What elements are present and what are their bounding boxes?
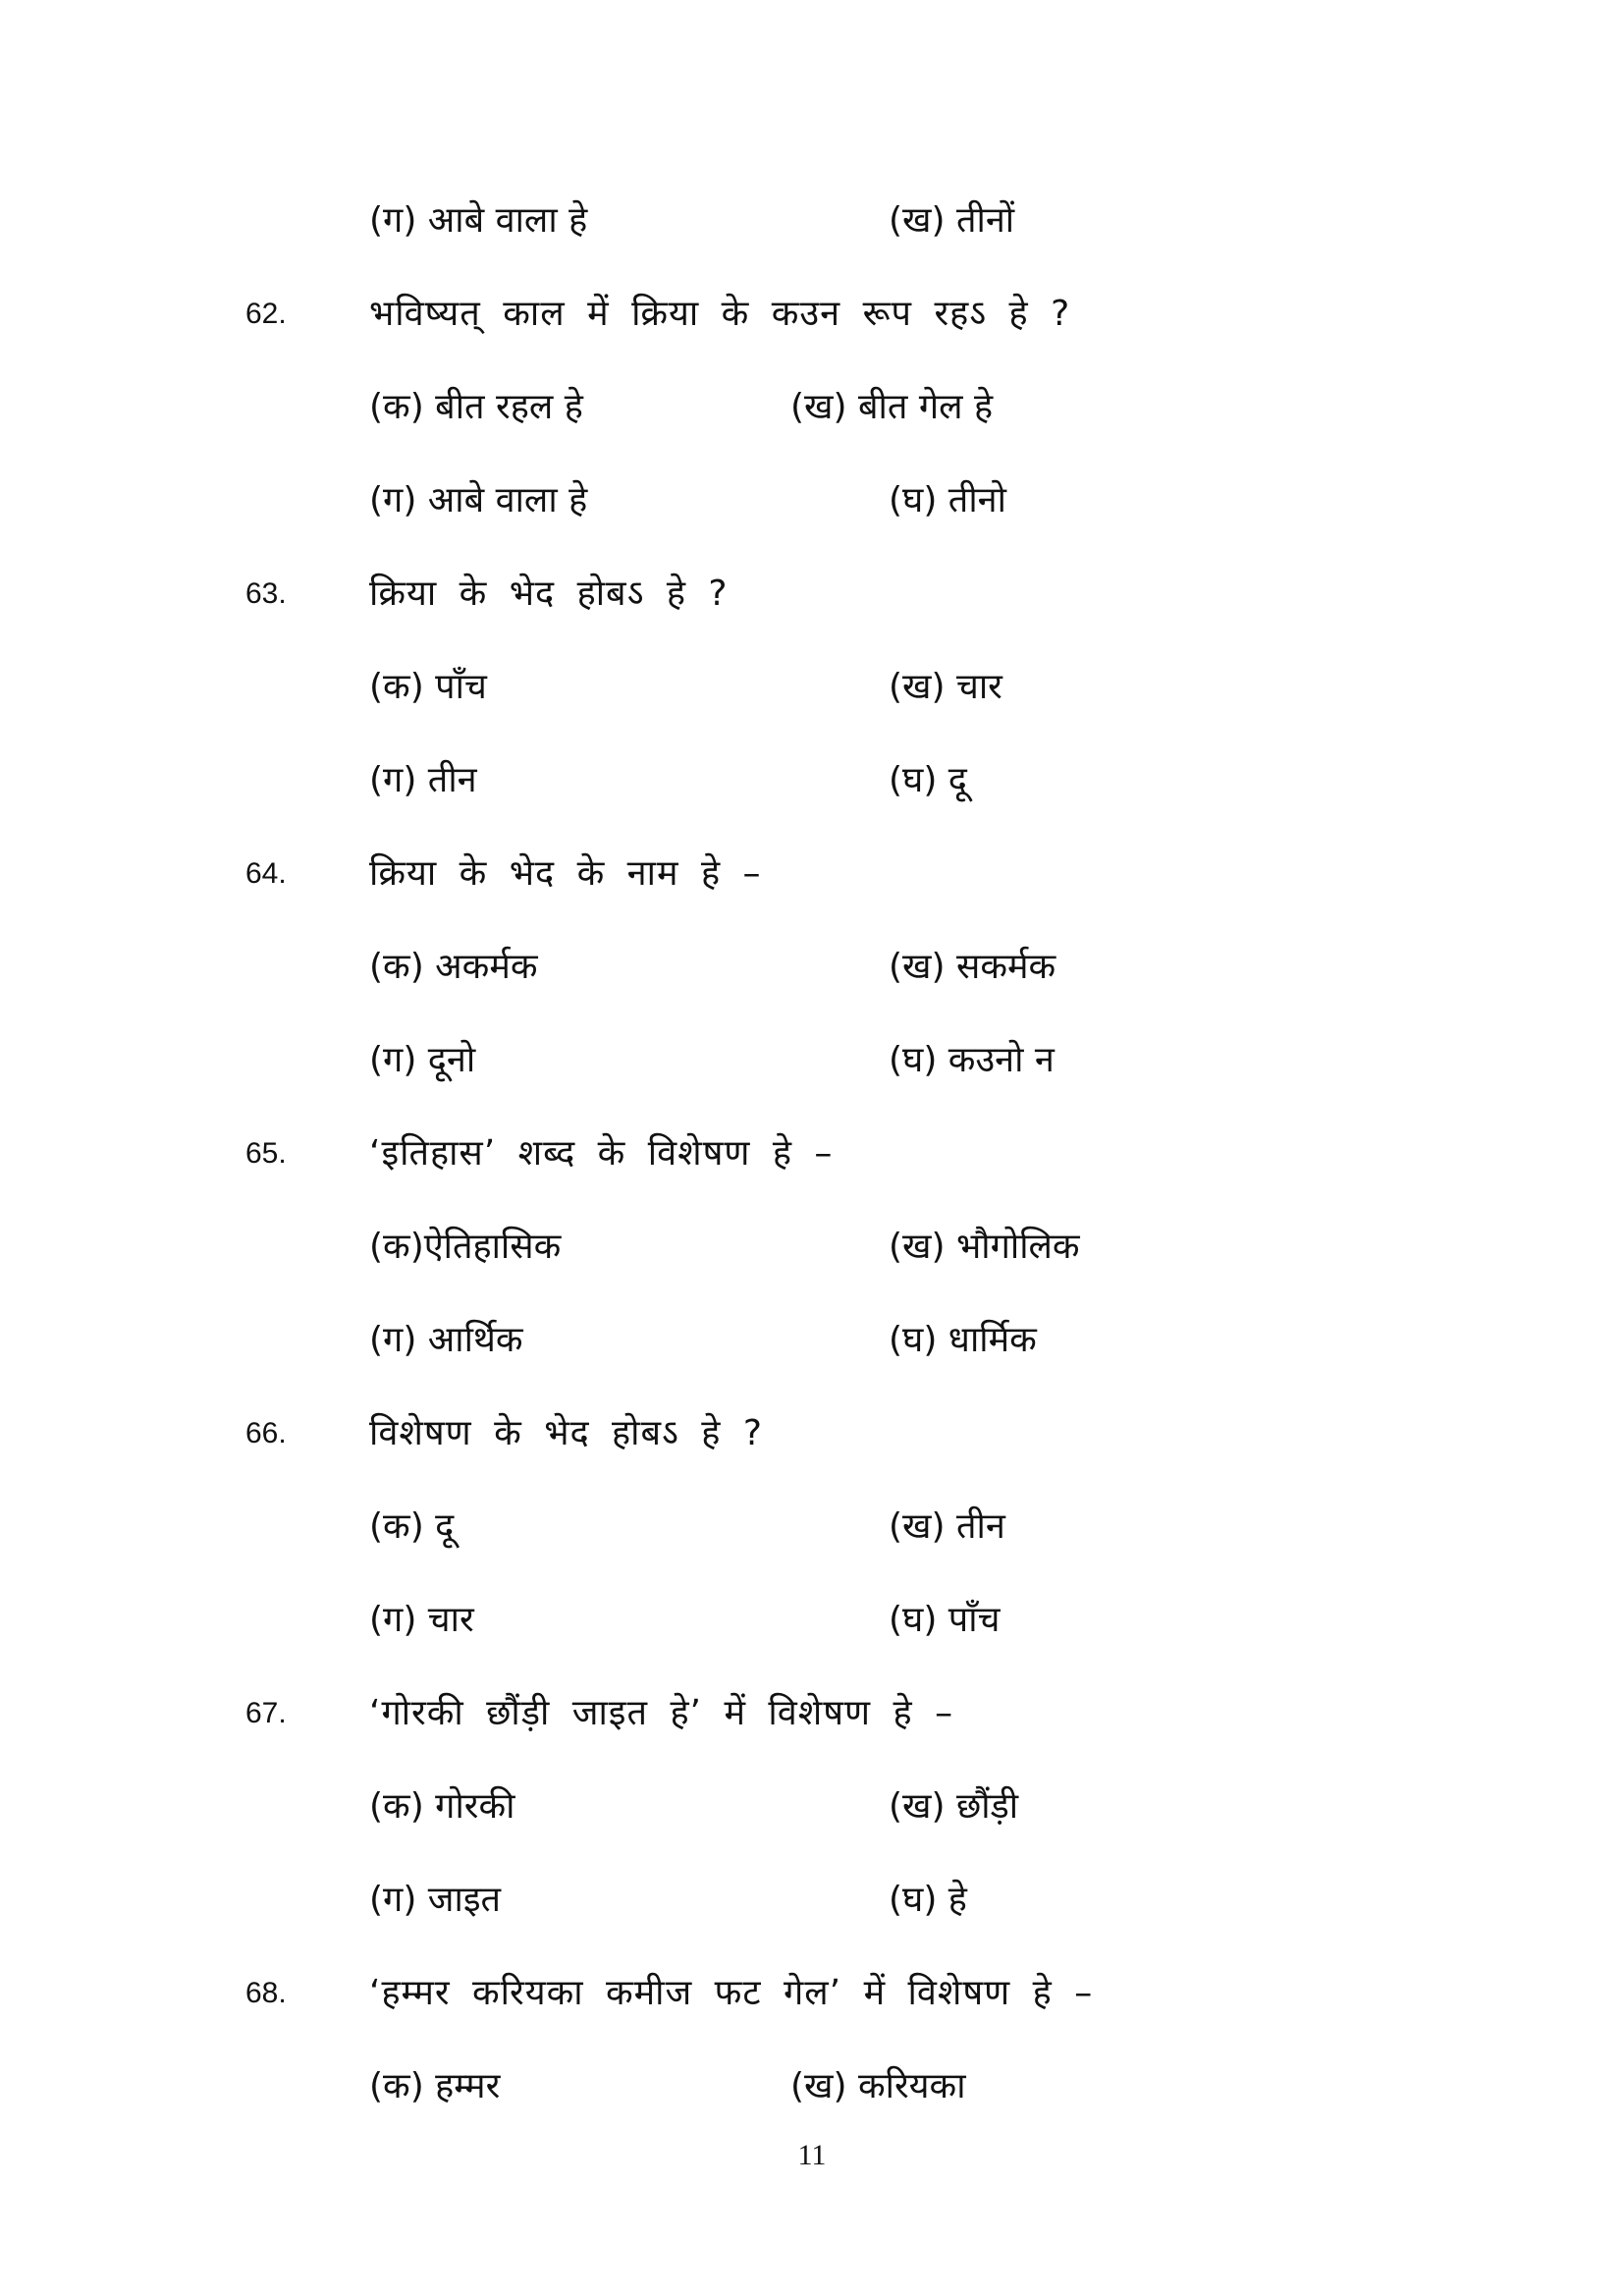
question-number: 67. bbox=[245, 1697, 287, 1729]
question-text: ‘इतिहास’ शब्द के विशेषण हे – bbox=[369, 1133, 834, 1174]
option-b: (ख) तीन bbox=[889, 1506, 1005, 1547]
option-a: (क) दू bbox=[369, 1506, 455, 1547]
question-text: क्रिया के भेद के नाम हे – bbox=[369, 853, 762, 894]
option-d: (घ) धार्मिक bbox=[889, 1320, 1037, 1360]
option-c: (ग) जाइत bbox=[369, 1880, 502, 1920]
option-d: (घ) दू bbox=[889, 760, 967, 800]
question-number: 66. bbox=[245, 1417, 287, 1449]
option-a: (क) गोरकी bbox=[369, 1786, 515, 1827]
option-b: (ख) भौगोलिक bbox=[889, 1227, 1080, 1267]
option-c: (ग) आबे वाला हे bbox=[369, 480, 588, 520]
option-c: (ग) आबे वाला हे bbox=[369, 200, 588, 241]
option-a: (क) अकर्मक bbox=[369, 947, 538, 987]
option-d: (घ) हे bbox=[889, 1880, 967, 1920]
question-text: भविष्यत् काल में क्रिया के कउन रूप रहऽ हे ? bbox=[369, 294, 1071, 334]
option-b: (ख) तीनों bbox=[889, 200, 1015, 241]
option-d: (घ) तीनो bbox=[889, 480, 1006, 520]
option-d: (घ) पाँच bbox=[889, 1600, 1001, 1640]
question-text: ‘गोरकी छौंड़ी जाइत हे’ में विशेषण हे – bbox=[369, 1693, 954, 1733]
question-text: विशेषण के भेद होबऽ हे ? bbox=[369, 1413, 763, 1453]
option-b: (ख) सकर्मक bbox=[889, 947, 1056, 987]
option-b: (ख) चार bbox=[889, 667, 1002, 707]
option-a: (क) पाँच bbox=[369, 667, 487, 707]
question-text: क्रिया के भेद होबऽ हे ? bbox=[369, 574, 729, 614]
option-a: (क) हम्मर bbox=[369, 2066, 501, 2106]
page-number: 11 bbox=[797, 2139, 827, 2171]
question-number: 62. bbox=[245, 298, 287, 330]
question-number: 63. bbox=[245, 577, 287, 610]
option-c: (ग) आर्थिक bbox=[369, 1320, 523, 1360]
option-a: (क)ऐतिहासिक bbox=[369, 1227, 562, 1267]
question-text: ‘हम्मर करियका कमीज फट गेल’ में विशेषण हे – bbox=[369, 1973, 1094, 2013]
option-c: (ग) चार bbox=[369, 1600, 474, 1640]
option-b: (ख) करियका bbox=[790, 2066, 966, 2106]
option-b: (ख) छौंड़ी bbox=[889, 1786, 1019, 1827]
question-number: 64. bbox=[245, 857, 287, 890]
option-a: (क) बीत रहल हे bbox=[369, 387, 583, 427]
option-c: (ग) तीन bbox=[369, 760, 477, 800]
option-d: (घ) कउनो न bbox=[889, 1040, 1055, 1080]
question-number: 65. bbox=[245, 1137, 287, 1170]
option-b: (ख) बीत गेल हे bbox=[790, 387, 994, 427]
question-number: 68. bbox=[245, 1977, 287, 2009]
option-c: (ग) दूनो bbox=[369, 1040, 476, 1080]
